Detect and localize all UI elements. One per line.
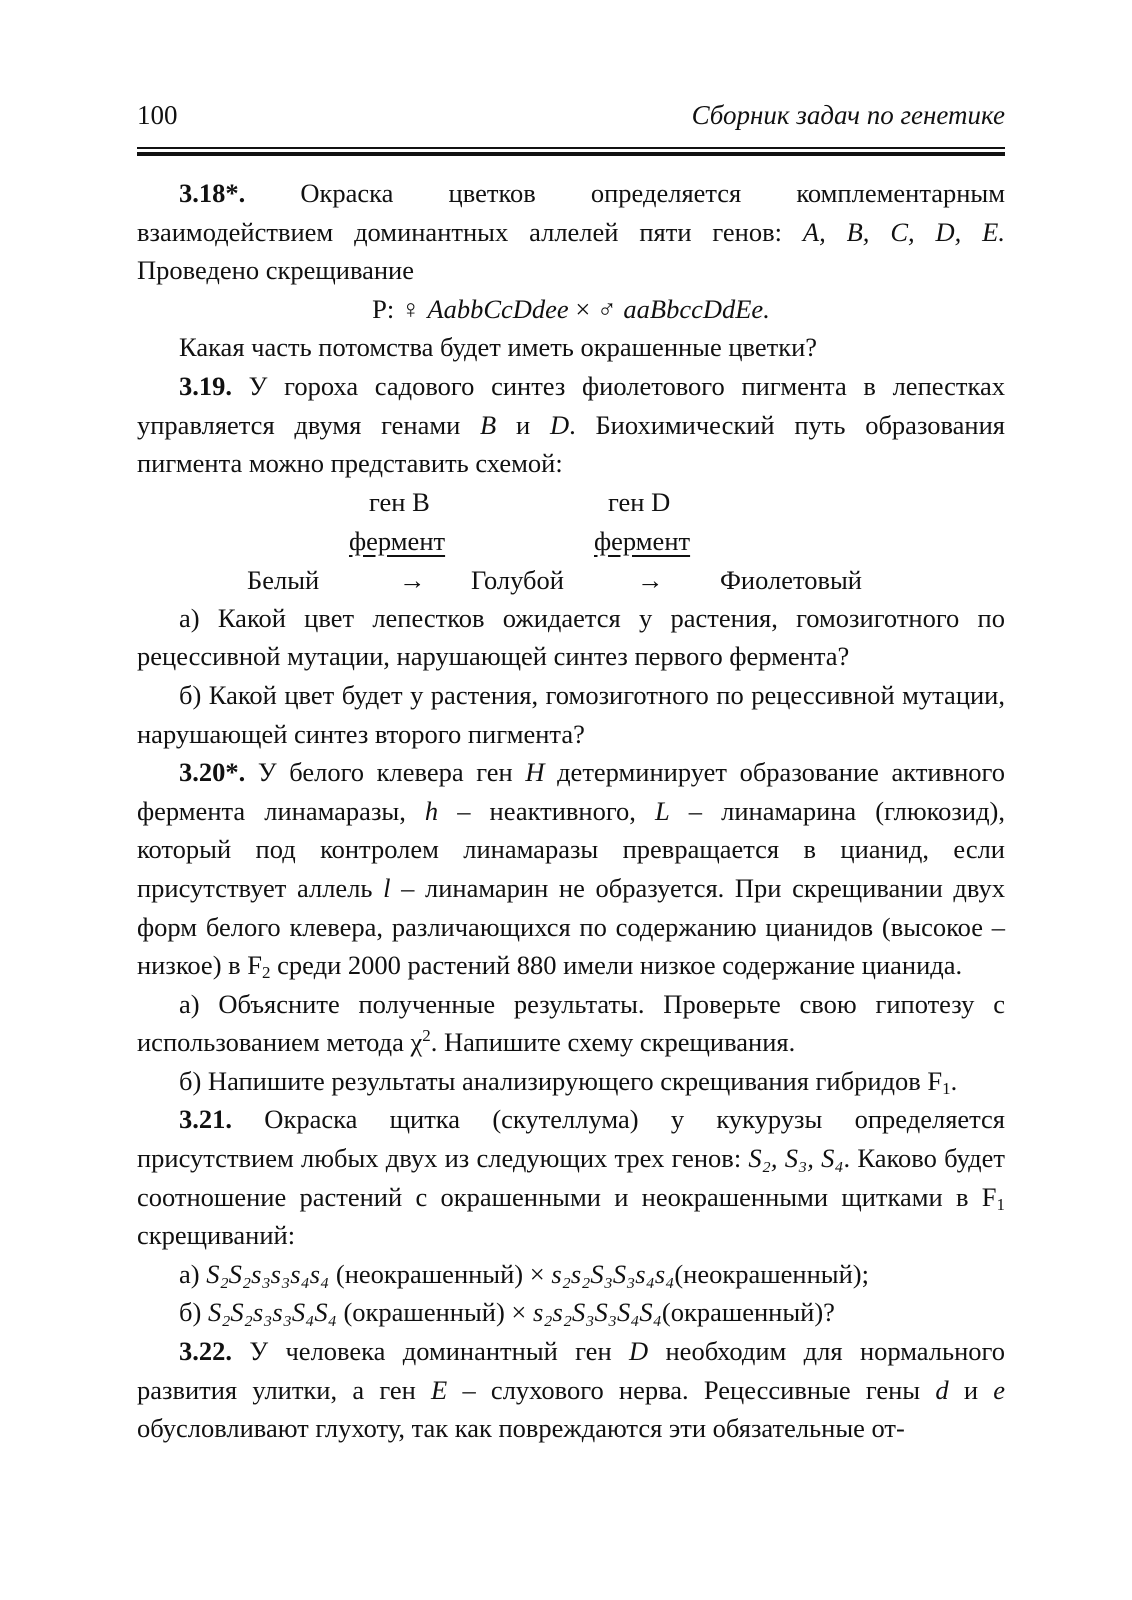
running-title: Сборник задач по генетике xyxy=(691,100,1005,130)
question-text: . xyxy=(950,1065,958,1096)
scheme-enzyme-1: фермент xyxy=(349,525,446,556)
cross-formula xyxy=(137,290,1005,329)
problem-text: У белого клевера ген xyxy=(245,757,526,788)
question-text: . Напишите схему скрещивания. xyxy=(430,1027,796,1058)
cross-parents-label: P: ♀ xyxy=(372,293,428,324)
scheme-blue: Голубой xyxy=(471,564,564,595)
problem-text: необходим для нормального развития улитки, а ген xyxy=(137,1336,1006,1405)
problem-text: и xyxy=(948,1374,994,1405)
problem-number: 3.20*. xyxy=(179,757,246,788)
phenotype-text: (окрашенный) × xyxy=(336,1297,533,1328)
scheme-arrow-2: → xyxy=(637,564,664,595)
phenotype-text: (неокрашенный) × xyxy=(329,1258,552,1289)
subscript: 2 xyxy=(262,963,271,983)
scheme-arrow-1: → xyxy=(399,564,426,595)
problem-text: – линамарина (глюкозид), который под контролем линамаразы превращается в цианид, если присутствует аллель xyxy=(137,795,1005,903)
problem-text: – неактивного, xyxy=(438,795,655,826)
gene-list: A, B, C, D, E. xyxy=(802,216,1005,247)
gene-symbol: D xyxy=(549,409,570,440)
gene-symbol: e xyxy=(993,1374,1005,1405)
gene-list: S₂, S₃, S₄ xyxy=(748,1143,844,1174)
cross-a xyxy=(137,1255,1005,1294)
gene-symbol: B xyxy=(480,409,497,440)
genotype: S₂S₂s₃s₃S₄S₄ xyxy=(207,1297,337,1328)
question-b: б) Какой цвет будет у растения, гомозиготного по рецессивной мутации, нарушающей синтез второго пигмента? xyxy=(137,679,1005,749)
pathway-scheme xyxy=(137,483,1005,599)
subscript: 1 xyxy=(996,1194,1005,1214)
genotype: s₂s₂S₃S₃S₄S₄ xyxy=(532,1297,662,1328)
problem-text: Проведено скрещивание xyxy=(137,255,414,286)
header-rule-thick xyxy=(137,152,1005,156)
page-body xyxy=(137,174,1005,1448)
scheme-white: Белый xyxy=(247,564,320,595)
scheme-gene-d: ген D xyxy=(608,486,671,517)
problem-number: 3.21. xyxy=(179,1104,232,1135)
scheme-gene-b: ген B xyxy=(369,486,430,517)
item-label: а) xyxy=(179,1258,207,1289)
problem-text: обусловливают глухоту, так как повреждаются эти обязательные от- xyxy=(137,1413,905,1444)
gene-symbol: H xyxy=(525,757,545,788)
cross-b xyxy=(137,1293,1005,1332)
problem-3-21 xyxy=(137,1100,1005,1254)
problem-text: Окраска щитка (скутеллума) у кукурузы определяется присутствием любых двух из следующих трех генов: xyxy=(137,1104,1005,1174)
question-a: а) Какой цвет лепестков ожидается у растения, гомозиготного по рецессивной мутации, нарушающей синтез первого фермента? xyxy=(137,602,1005,672)
question-b xyxy=(137,1062,1005,1101)
problem-text: . Каково будет соотношение растений с окрашенными и неокрашенными щитками в F xyxy=(137,1143,1005,1212)
problem-text: У человека доминантный ген xyxy=(232,1336,629,1367)
gene-symbol: L xyxy=(654,795,670,826)
problem-3-22 xyxy=(137,1332,1005,1448)
gene-symbol: d xyxy=(935,1374,949,1405)
phenotype-text: (окрашенный)? xyxy=(661,1297,835,1328)
phenotype-text: (неокрашенный); xyxy=(674,1258,869,1289)
problem-text: скрещиваний: xyxy=(137,1220,296,1251)
gene-symbol: l xyxy=(383,872,391,903)
problem-text: и xyxy=(496,409,550,440)
item-label: б) xyxy=(179,1297,208,1328)
problem-text: среди 2000 растений 880 имели низкое содержание цианида. xyxy=(270,950,963,981)
problem-text: . Биохимический путь образования пигмента можно представить схемой: xyxy=(137,409,1005,479)
header-rule-thin xyxy=(137,147,1005,149)
genotype: S₂S₂s₃s₃s₄s₄ xyxy=(206,1258,330,1289)
question-a xyxy=(137,985,1005,1062)
scheme-enzyme-2: фермент xyxy=(594,525,691,556)
superscript: 2 xyxy=(422,1026,431,1046)
cross-sign: × ♂ xyxy=(568,293,624,324)
male-genotype: aaBbccDdEe. xyxy=(623,293,770,324)
question-text: а) Объясните полученные результаты. Проверьте свою гипотезу с использованием метода χ xyxy=(137,988,1005,1058)
subscript: 1 xyxy=(942,1078,951,1098)
scheme-violet: Фиолетовый xyxy=(720,564,862,595)
problem-3-19 xyxy=(137,367,1005,483)
question-text: б) Напишите результаты анализирующего скрещивания гибридов F xyxy=(179,1065,943,1096)
gene-symbol: D xyxy=(629,1336,649,1367)
female-genotype: AabbCcDdee xyxy=(427,293,569,324)
genotype: s₂s₂S₃S₃s₄s₄ xyxy=(551,1258,675,1289)
problem-number: 3.19. xyxy=(179,370,232,401)
problem-question: Какая часть потомства будет иметь окрашенные цветки? xyxy=(179,332,818,363)
problem-3-20 xyxy=(137,753,1005,985)
problem-text: Окраска цветков определяется комплементарным взаимодействием доминантных аллелей пяти генов: xyxy=(137,178,1005,247)
problem-number: 3.18*. xyxy=(179,178,246,208)
page-header xyxy=(137,100,1005,140)
problem-text: У гороха садового синтез фиолетового пигмента в лепестках управляется двумя генами xyxy=(137,370,1005,440)
problem-3-18 xyxy=(137,174,1005,290)
problem-number: 3.22. xyxy=(179,1336,232,1367)
problem-text: – линамарин не образуется. При скрещивании двух форм белого клевера, различающихся по содержанию цианидов (высокое – низкое) в F xyxy=(137,872,1005,981)
problem-text: – слухового нерва. Рецессивные гены xyxy=(447,1374,936,1405)
gene-symbol: E xyxy=(431,1374,448,1405)
page-number: 100 xyxy=(137,100,178,130)
gene-symbol: h xyxy=(424,795,439,826)
problem-text: детерминирует образование активного фермента линамаразы, xyxy=(137,757,1005,826)
